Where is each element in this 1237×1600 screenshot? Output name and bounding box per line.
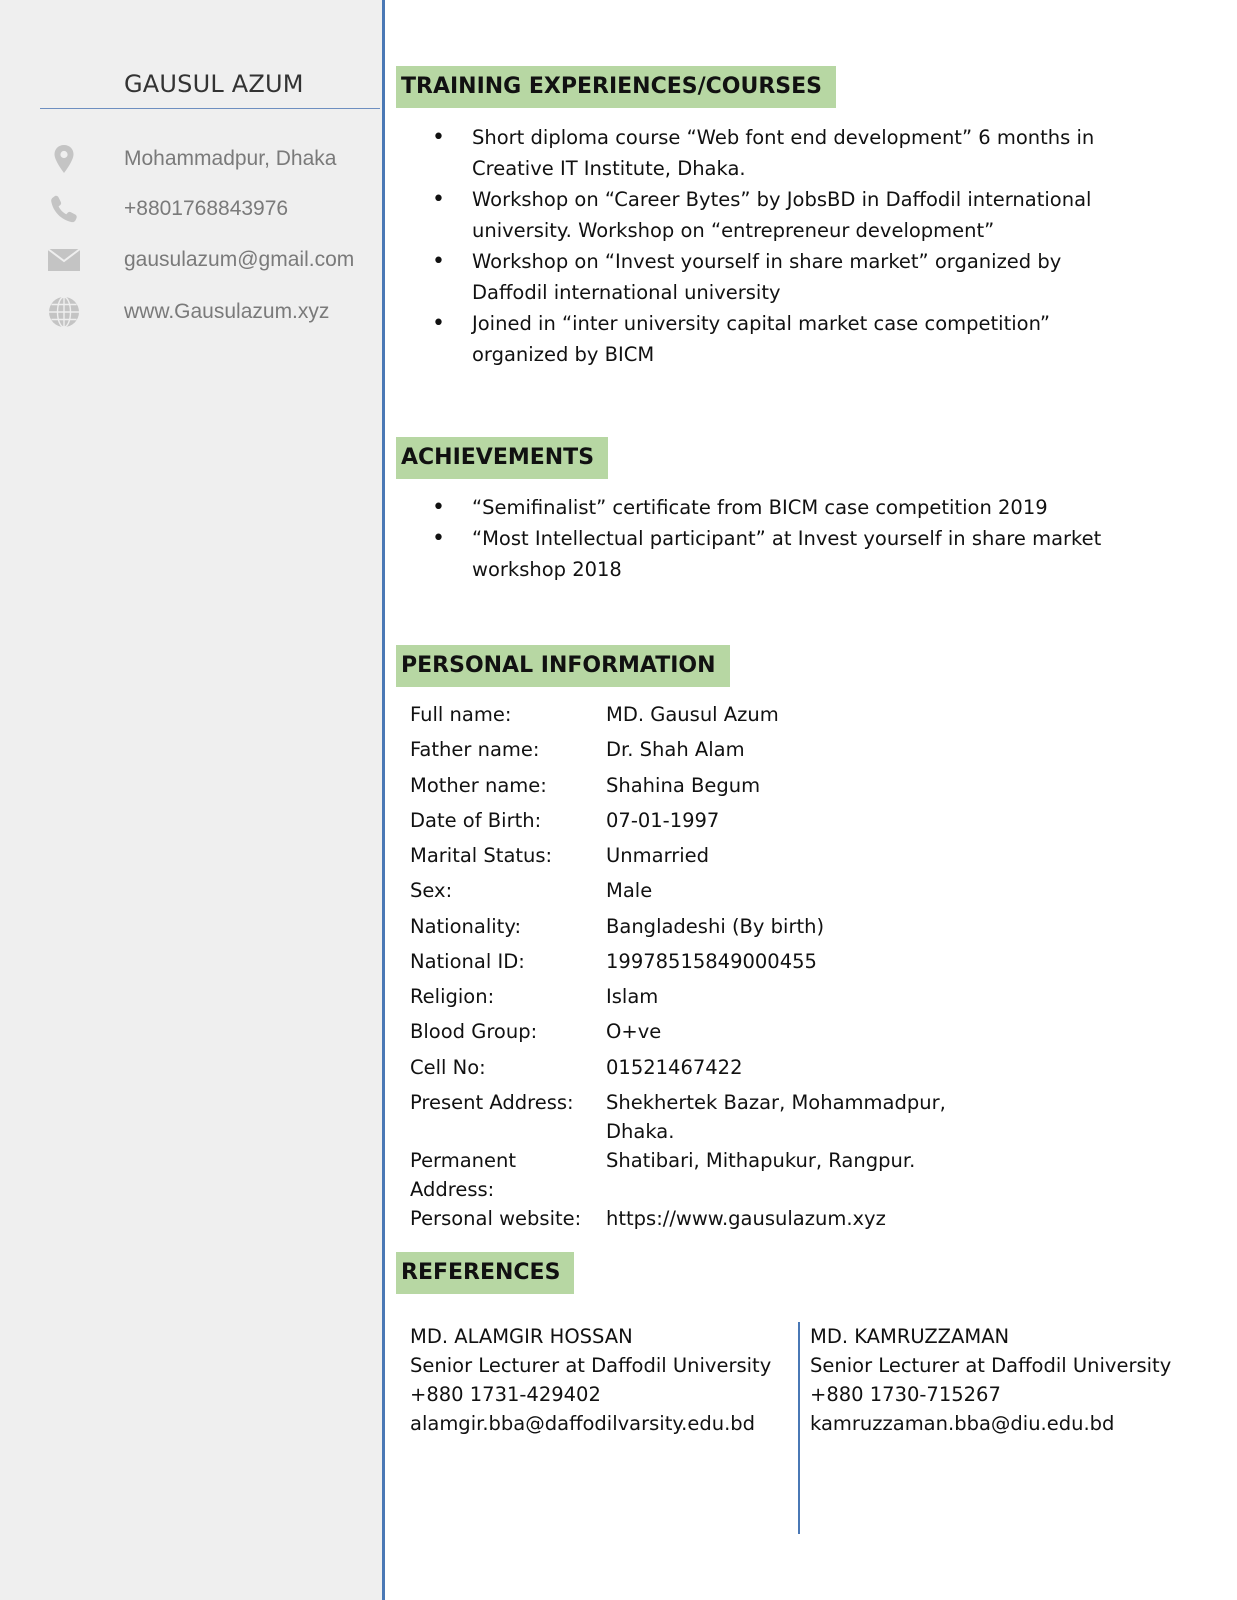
info-row: [410, 806, 1050, 841]
info-row: [410, 1017, 1050, 1053]
info-label: Nationality:: [410, 915, 522, 938]
contact-location: [44, 142, 374, 176]
list-item: • “Semifinalist” certificate from BICM case competition 2019: [432, 492, 1122, 523]
info-value: Bangladeshi (By birth): [606, 915, 825, 938]
info-value: Shahina Begum: [606, 774, 761, 797]
info-row: [410, 771, 1050, 806]
info-value: https://www.gausulazum.xyz: [606, 1207, 886, 1230]
info-row: [410, 735, 1050, 771]
contact-location-text: Mohammadpur, Dhaka: [124, 147, 337, 170]
info-row: [410, 700, 1050, 735]
info-row: [410, 1053, 1050, 1088]
info-row: [410, 841, 1050, 876]
reference-email: alamgir.bba@daffodilvarsity.edu.bd: [410, 1412, 756, 1435]
info-label: Date of Birth:: [410, 809, 542, 832]
achievements-heading: ACHIEVEMENTS: [396, 437, 608, 479]
name-underline: [40, 108, 380, 109]
info-value: Islam: [606, 985, 659, 1008]
contact-phone: [44, 192, 374, 226]
reference-phone: +880 1730-715267: [810, 1383, 1001, 1406]
info-value: 01521467422: [606, 1056, 743, 1079]
candidate-name: GAUSUL AZUM: [124, 70, 304, 98]
info-label: Cell No:: [410, 1056, 486, 1079]
info-label: Present Address:: [410, 1091, 574, 1114]
info-value: 19978515849000455: [606, 950, 817, 973]
reference-name: MD. ALAMGIR HOSSAN: [410, 1325, 633, 1348]
info-row: [410, 876, 1050, 912]
info-row: [410, 982, 1050, 1017]
info-label: Full name:: [410, 703, 512, 726]
list-item: • “Most Intellectual participant” at Invest yourself in share market workshop 2018: [432, 523, 1122, 585]
phone-icon: [44, 192, 84, 226]
contact-website: [44, 295, 374, 329]
info-row: [410, 912, 1050, 947]
info-label: Sex:: [410, 879, 453, 902]
training-list: [432, 122, 1122, 370]
info-label: Father name:: [410, 738, 540, 761]
reference-divider: [798, 1322, 800, 1534]
list-item: • Workshop on “Invest yourself in share market” organized by Daffodil international university: [432, 246, 1122, 308]
email-icon: [44, 243, 84, 277]
contact-email: [44, 243, 374, 277]
contact-phone-text: +8801768843976: [124, 197, 289, 220]
reference-title: Senior Lecturer at Daffodil University: [410, 1354, 772, 1377]
globe-icon: [44, 295, 84, 329]
vertical-divider: [382, 0, 385, 1600]
info-label: Religion:: [410, 985, 495, 1008]
info-label: Personal website:: [410, 1207, 582, 1230]
info-label: National ID:: [410, 950, 525, 973]
personal-info-table: [410, 700, 1050, 1234]
info-row: [410, 1146, 1050, 1204]
info-value: Shekhertek Bazar, Mohammadpur, Dhaka.: [606, 1091, 946, 1143]
list-item: • Short diploma course “Web font end development” 6 months in Creative IT Institute, Dhaka.: [432, 122, 1122, 184]
achievements-list: [432, 492, 1122, 585]
info-row: [410, 1088, 1050, 1146]
reference-email: kamruzzaman.bba@diu.edu.bd: [810, 1412, 1115, 1435]
contact-website-text: www.Gausulazum.xyz: [124, 300, 330, 323]
reference-name: MD. KAMRUZZAMAN: [810, 1325, 1010, 1348]
info-row: [410, 947, 1050, 982]
info-value: 07-01-1997: [606, 809, 720, 832]
info-label: Permanent Address:: [410, 1149, 517, 1201]
info-row: [410, 1204, 1050, 1234]
reference-title: Senior Lecturer at Daffodil University: [810, 1354, 1172, 1377]
training-heading: TRAINING EXPERIENCES/COURSES: [396, 66, 836, 108]
info-label: Marital Status:: [410, 844, 553, 867]
reference-2: [810, 1322, 1171, 1438]
contact-email-text: gausulazum@gmail.com: [124, 248, 355, 271]
info-value: O+ve: [606, 1020, 662, 1043]
info-value: Male: [606, 879, 653, 902]
info-value: Dr. Shah Alam: [606, 738, 745, 761]
reference-phone: +880 1731-429402: [410, 1383, 601, 1406]
references-heading: REFERENCES: [396, 1252, 574, 1294]
list-item: • Joined in “inter university capital market case competition” organized by BICM: [432, 308, 1122, 370]
location-pin-icon: [44, 142, 84, 176]
info-value: Shatibari, Mithapukur, Rangpur.: [606, 1149, 916, 1172]
info-value: Unmarried: [606, 844, 710, 867]
personal-heading: PERSONAL INFORMATION: [396, 645, 730, 687]
reference-1: [410, 1322, 771, 1438]
info-value: MD. Gausul Azum: [606, 703, 779, 726]
info-label: Mother name:: [410, 774, 547, 797]
list-item: • Workshop on “Career Bytes” by JobsBD in Daffodil international university. Workshop on “entrepreneur development”: [432, 184, 1122, 246]
sidebar: [0, 0, 382, 1600]
info-label: Blood Group:: [410, 1020, 538, 1043]
